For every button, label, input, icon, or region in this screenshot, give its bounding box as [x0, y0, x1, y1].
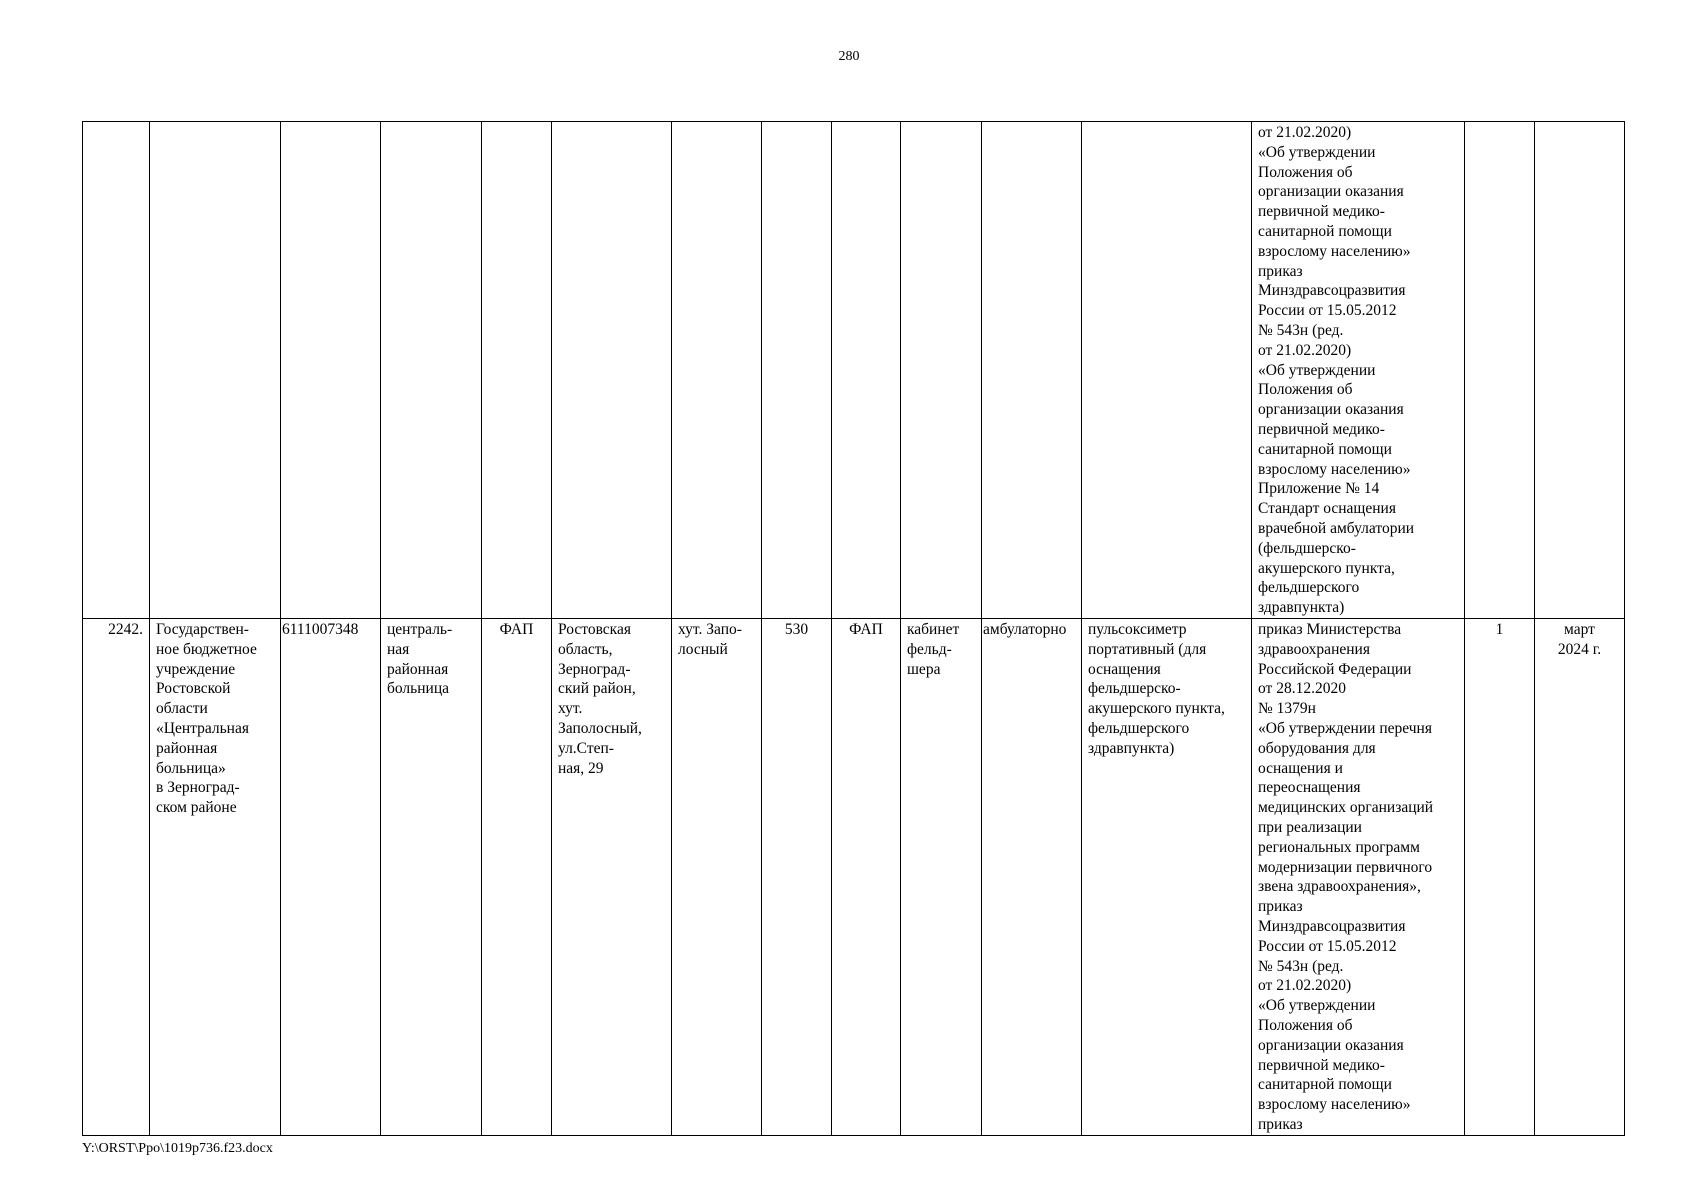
cell-line: область,	[558, 640, 613, 658]
cell-line: № 1379н	[1258, 700, 1316, 718]
cell-unit-type: ФАП	[832, 619, 901, 1136]
cell-line: Ростовской	[156, 680, 231, 698]
cell-quantity: 1	[1465, 619, 1535, 1136]
cell-line: централь-	[387, 621, 453, 638]
cell-line: Государствен-	[156, 621, 249, 638]
cell-organization	[150, 122, 281, 619]
cell-inn	[281, 122, 381, 619]
cell-line: Минздравсоцразвития	[1258, 282, 1406, 300]
page-number: 280	[838, 49, 860, 64]
cell-line: 2024 г.	[1557, 640, 1602, 658]
cell-line: при реализации	[1258, 818, 1362, 836]
cell-line: санитарной помощи	[1258, 1076, 1392, 1094]
cell-line: области	[156, 700, 208, 718]
cell-line: «Центральная	[156, 719, 249, 737]
cell-legal-basis	[1252, 122, 1465, 619]
cell-line: от 21.02.2020)	[1258, 341, 1352, 359]
footer-file-path: Y:\ORST\Ppo\1019p736.f23.docx	[82, 1141, 273, 1156]
cell-line: здравпункта)	[1258, 599, 1345, 617]
cell-line: фельдшерско-	[1088, 680, 1181, 698]
cell-address	[552, 122, 672, 619]
cell-line: «Об утверждении	[1258, 361, 1376, 379]
cell-line: районная	[156, 739, 218, 757]
cell-deadline	[1535, 122, 1625, 619]
cell-line: фельдшерского	[1258, 579, 1360, 597]
cell-line: России от 15.05.2012	[1258, 302, 1397, 320]
cell-line: организации оказания	[1258, 1036, 1404, 1054]
cell-line: взрослому населению»	[1258, 1096, 1411, 1114]
cell-line: ная	[387, 640, 410, 658]
cell-count: 530	[762, 619, 832, 1136]
cell-line: приказ	[1258, 898, 1303, 916]
cell-line: организации оказания	[1258, 183, 1404, 201]
cell-line: первичной медико-	[1258, 1056, 1385, 1074]
cell-line: оснащения и	[1258, 759, 1343, 777]
cell-line: Приложение № 14	[1258, 480, 1380, 498]
cell-line: медицинских организаций	[1258, 799, 1434, 817]
cell-care-form	[982, 122, 1082, 619]
cell-line: хут.	[558, 700, 583, 718]
cell-room	[901, 122, 982, 619]
cell-organization-type	[381, 122, 482, 619]
cell-line: больница»	[156, 759, 226, 777]
cell-line: лосный	[678, 640, 728, 658]
cell-row-number: 2242.	[83, 619, 150, 1136]
cell-line: (фельдшерско-	[1258, 539, 1356, 557]
cell-line: звена здравоохранения»,	[1258, 878, 1421, 896]
cell-locality	[672, 122, 762, 619]
cell-legal-basis	[1252, 619, 1465, 1136]
cell-facility-type: ФАП	[482, 619, 552, 1136]
cell-line: от 28.12.2020	[1258, 680, 1346, 698]
cell-line: врачебной амбулатории	[1258, 519, 1415, 537]
cell-line: санитарной помощи	[1258, 440, 1392, 458]
cell-line: № 543н (ред.	[1258, 957, 1344, 975]
cell-line: первичной медико-	[1258, 420, 1385, 438]
cell-locality	[672, 619, 762, 1136]
cell-line: Российской Федерации	[1258, 660, 1412, 678]
cell-line: санитарной помощи	[1258, 222, 1392, 240]
cell-room	[901, 619, 982, 1136]
table-row	[83, 619, 1625, 1136]
cell-line: Положения об	[1258, 1016, 1353, 1034]
cell-equipment	[1082, 619, 1252, 1136]
cell-row-number	[83, 122, 150, 619]
cell-facility-type	[482, 122, 552, 619]
cell-organization	[150, 619, 281, 1136]
cell-care-form: амбулаторно	[982, 619, 1082, 1136]
cell-line: ул.Степ-	[558, 739, 614, 757]
cell-line: в Зерноград-	[156, 779, 240, 797]
cell-line: приказ	[1258, 262, 1303, 280]
cell-line: март	[1564, 621, 1595, 638]
cell-count	[762, 122, 832, 619]
cell-line: Минздравсоцразвития	[1258, 917, 1406, 935]
cell-line: районная	[387, 660, 449, 678]
cell-line: ное бюджетное	[156, 640, 257, 658]
cell-line: хут. Запо-	[678, 621, 742, 638]
cell-line: оснащения	[1088, 660, 1161, 678]
cell-line: приказ Министерства	[1258, 621, 1402, 638]
cell-line: ский район,	[558, 680, 636, 698]
cell-line: больница	[387, 680, 449, 698]
cell-line: акушерского пункта,	[1258, 559, 1395, 577]
cell-line: организации оказания	[1258, 401, 1404, 419]
cell-organization-type	[381, 619, 482, 1136]
cell-line: ная, 29	[558, 759, 604, 777]
cell-line: «Об утверждении	[1258, 997, 1376, 1015]
data-table	[82, 121, 1625, 1136]
cell-line: портативный (для	[1088, 640, 1207, 658]
cell-line: кабинет	[907, 621, 960, 638]
cell-line: здравоохранения	[1258, 640, 1370, 658]
cell-inn: 6111007348	[281, 619, 381, 1136]
cell-line: № 543н (ред.	[1258, 321, 1344, 339]
cell-line: Положения об	[1258, 381, 1353, 399]
cell-line: от 21.02.2020)	[1258, 977, 1352, 995]
table-row	[83, 122, 1625, 619]
cell-line: пульсоксиметр	[1088, 621, 1187, 638]
cell-line: акушерского пункта,	[1088, 700, 1225, 718]
cell-line: Стандарт оснащения	[1258, 500, 1396, 518]
cell-line: первичной медико-	[1258, 203, 1385, 221]
cell-line: Зерноград-	[558, 660, 631, 678]
cell-address	[552, 619, 672, 1136]
cell-line: взрослому населению»	[1258, 460, 1411, 478]
cell-unit-type	[832, 122, 901, 619]
cell-line: «Об утверждении	[1258, 143, 1376, 161]
cell-line: фельдшерского	[1088, 719, 1190, 737]
cell-equipment	[1082, 122, 1252, 619]
cell-line: переоснащения	[1258, 779, 1361, 797]
cell-line: ском районе	[156, 799, 237, 817]
cell-line: Заполосный,	[558, 719, 642, 737]
cell-line: здравпункта)	[1088, 739, 1175, 757]
cell-line: шера	[907, 660, 941, 678]
cell-line: оборудования для	[1258, 739, 1376, 757]
cell-line: взрослому населению»	[1258, 242, 1411, 260]
cell-line: модернизации первичного	[1258, 858, 1433, 876]
cell-deadline	[1535, 619, 1625, 1136]
cell-quantity	[1465, 122, 1535, 619]
cell-line: Ростовская	[558, 621, 631, 638]
cell-line: фельд-	[907, 640, 952, 658]
cell-line: приказ	[1258, 1115, 1303, 1133]
cell-line: от 21.02.2020)	[1258, 124, 1352, 141]
cell-line: региональных программ	[1258, 838, 1420, 856]
cell-line: «Об утверждении перечня	[1258, 719, 1432, 737]
cell-line: Положения об	[1258, 163, 1353, 181]
cell-line: учреждение	[156, 660, 236, 678]
cell-line: России от 15.05.2012	[1258, 937, 1397, 955]
